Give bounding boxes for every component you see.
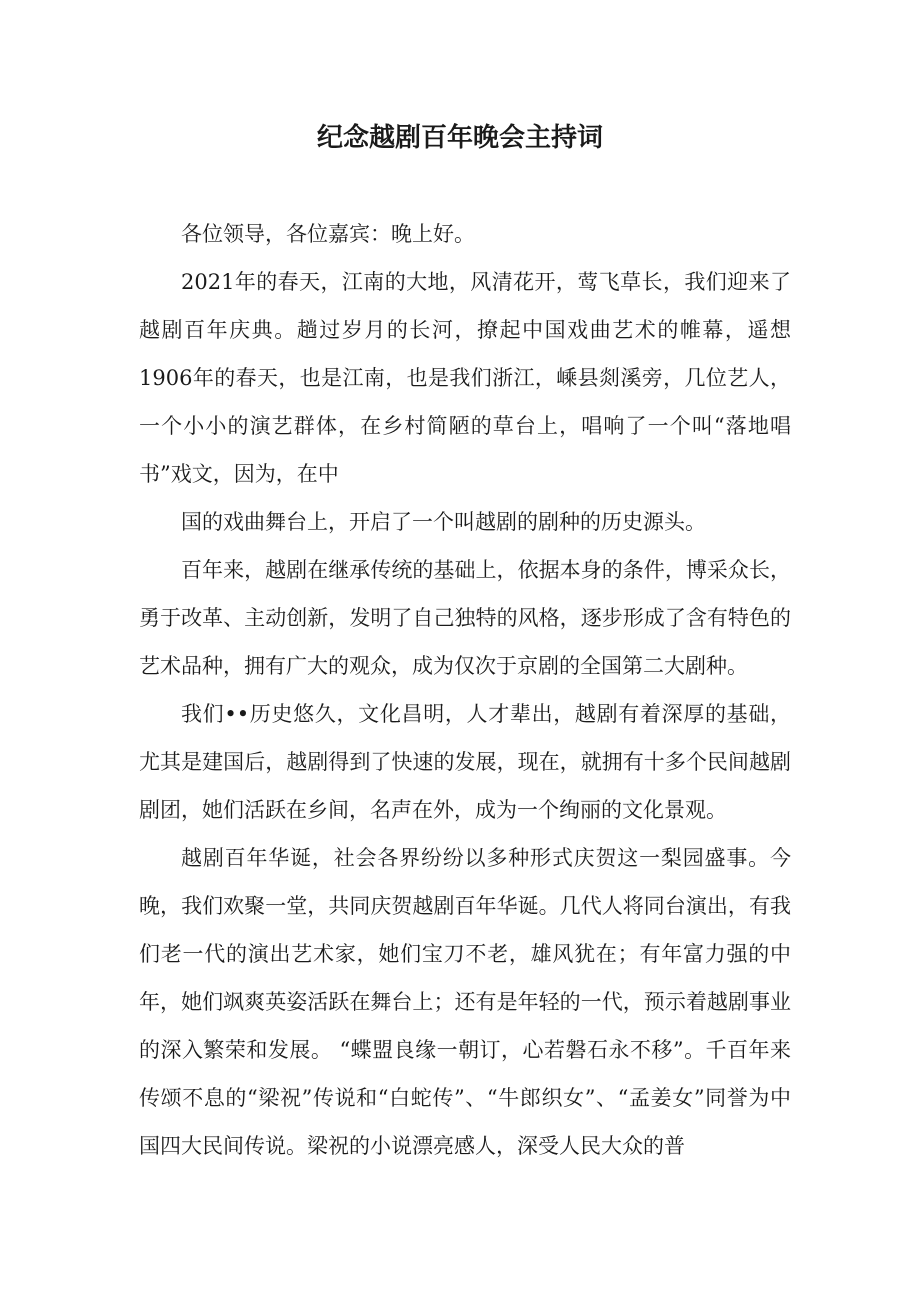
paragraph-celebration: 越剧百年华诞，社会各界纷纷以多种形式庆贺这一梨园盛事。今晚，我们欢聚一堂，共同庆贺越剧百年华诞。几代人将同台演出，有我们老一代的演出艺术家，她们宝刀不老，雄风犹在；有年富力强的中年，她们飒爽英姿活跃在舞台上；还有是年轻的一代，预示着越剧事业的深入繁荣和发展。 “蝶盟良缘一朝订，心若磐石永不移”。千百年来传颂不息的“梁祝”传说和“白蛇传”、“牛郎织女”、“孟姜女”同誉为中国四大民间传说。梁祝的小说漂亮感人，深受人民大众的普 [139, 846, 791, 1158]
document-title: 纪念越剧百年晚会主持词 [316, 123, 603, 153]
paragraph-spring: 2021年的春天，江南的大地，风清花开，莺飞草长，我们迎来了越剧百年庆典。趟过岁月的长河，撩起中国戏曲艺术的帷幕，遥想1906年的春天，也是江南，也是我们浙江，嵊县剡溪旁，几位艺人，一个小小的演艺群体，在乡村简陋的草台上，唱响了一个叫“落地唱书”戏文，因为，在中 [139, 270, 791, 486]
paragraph-local-history: 我们••历史悠久，文化昌明，人才辈出，越剧有着深厚的基础，尤其是建国后，越剧得到了快速的发展，现在，就拥有十多个民间越剧剧团，她们活跃在乡间，名声在外，成为一个绚丽的文化景观。 [139, 702, 791, 822]
paragraph-greeting: 各位领导，各位嘉宾：晚上好。 [181, 222, 475, 246]
paragraph-origin: 国的戏曲舞台上，开启了一个叫越剧的剧种的历史源头。 [181, 510, 706, 534]
paragraph-century: 百年来，越剧在继承传统的基础上，依据本身的条件，博采众长，勇于改革、主动创新，发明了自己独特的风格，逐步形成了含有特色的艺术品种，拥有广大的观众，成为仅次于京剧的全国第二大剧种。 [139, 558, 791, 678]
document-body [139, 210, 791, 1170]
